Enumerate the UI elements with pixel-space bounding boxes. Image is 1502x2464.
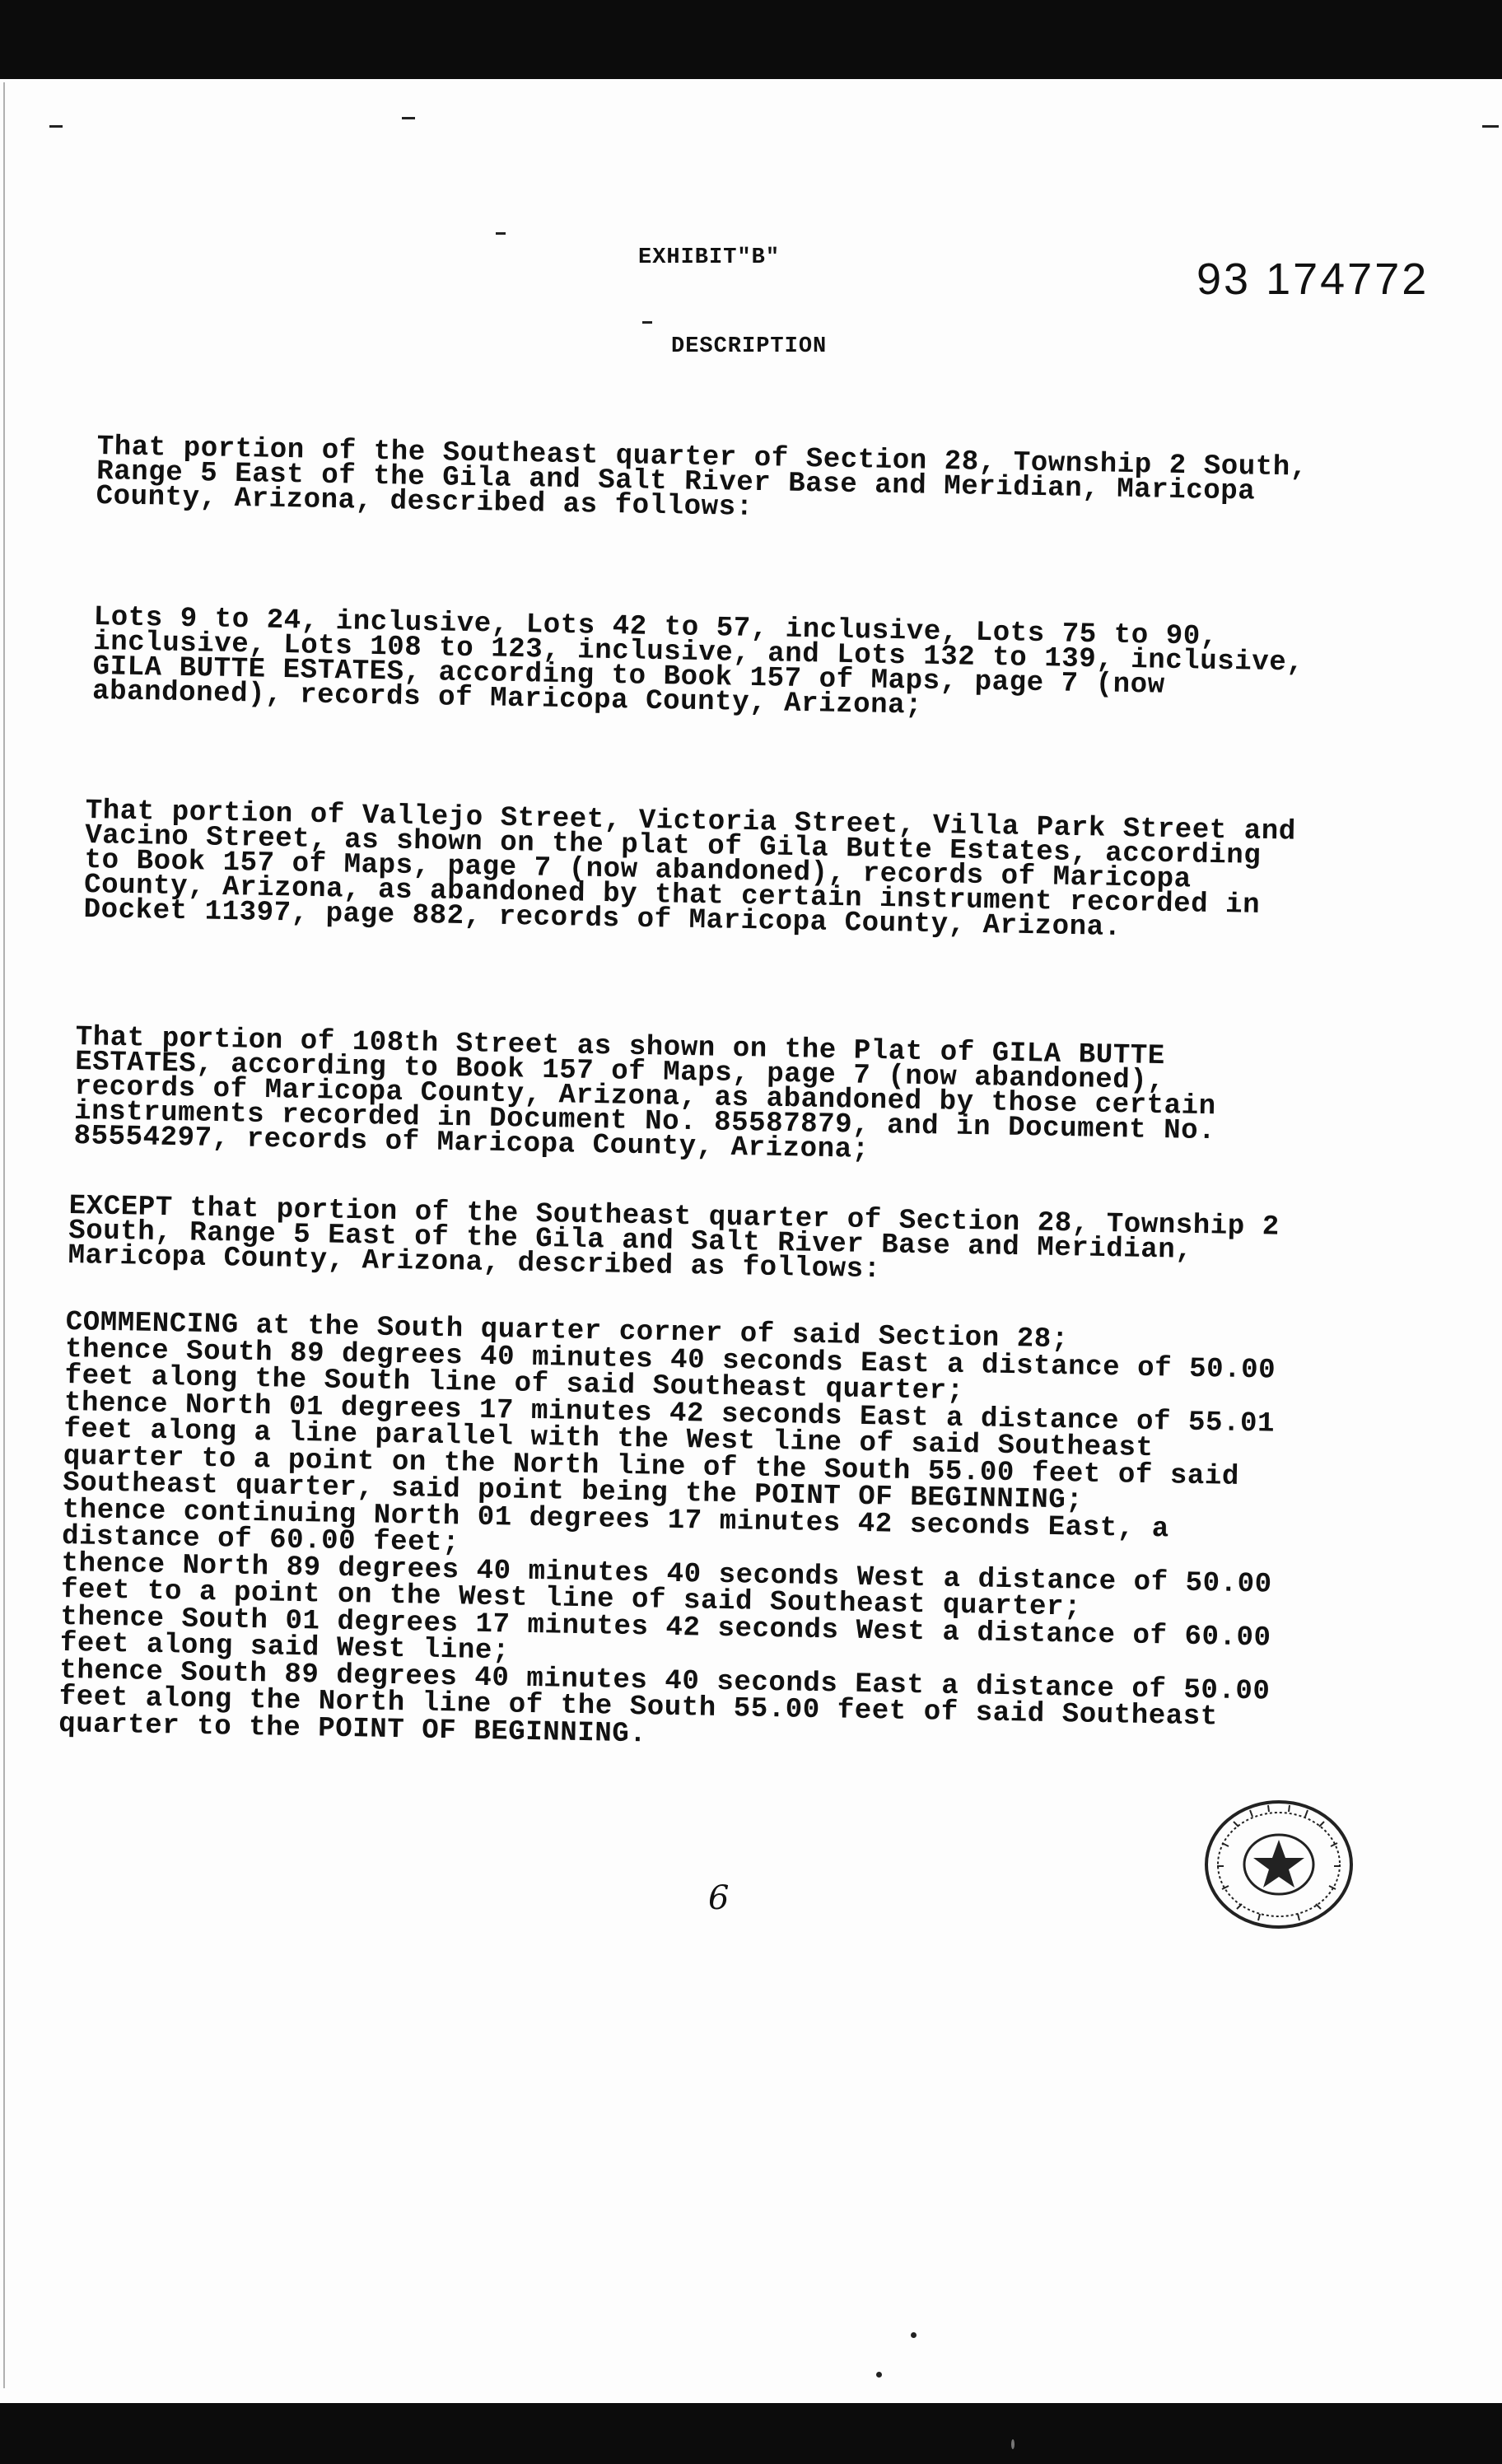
- scan-speck: [1011, 2439, 1015, 2449]
- document-number: 93 174772: [1196, 254, 1430, 304]
- scan-border-bottom: [0, 2403, 1502, 2464]
- paragraph-metes-and-bounds: COMMENCING at the South quarter corner of said Section 28; thence South 89 degrees 40 minutes 40 seconds East a distance of 50.00 feet along the South line of said Southeast quarter; thence North 01 degrees 17 minutes 42 seconds East a distance of 55.01 feet along a line parallel with the West line of said Southeast quarter to a point on the North line of the South 55.00 feet of said Southeast quarter, said point being the POINT OF BEGINNING; thence continuing North 01 degrees 17 minutes 42 seconds East, a distance of 60.00 feet; thence North 89 degrees 40 minutes 40 seconds West a distance of 50.00 feet to a point on the West line of said Southeast quarter; thence South 01 degrees 17 minutes 42 seconds West a distance of 60.00 feet along said West line; thence South 89 degrees 40 minutes 40 seconds East a distance of 50.00 feet along the North line of the South 55.00 feet of said Southeast quarter to the POINT OF BEGINNING.: [58, 1307, 1276, 1750]
- paragraph-except: EXCEPT that portion of the Southeast quarter of Section 28, Township 2 South, Range 5 East of the Gila and Salt River Base and Meridian, Maricopa County, Arizona, described as follows:: [68, 1191, 1280, 1286]
- scan-mark: [49, 125, 63, 128]
- scan-mark: [496, 232, 506, 235]
- notary-seal-icon: [1201, 1797, 1357, 1932]
- page-number: 6: [708, 1879, 730, 1917]
- scan-margin-line: [3, 82, 5, 2388]
- paragraph-intro: That portion of the Southeast quarter of Section 28, Township 2 South, Range 5 East of the Gila and Salt River Base and Meridian, Maricopa County, Arizona, described as follows:: [96, 432, 1308, 524]
- exhibit-title: EXHIBIT"B": [638, 245, 781, 270]
- scan-border-top: [0, 0, 1502, 79]
- paragraph-lots: Lots 9 to 24, inclusive, Lots 42 to 57, inclusive, Lots 75 to 90, inclusive, Lots 108 to 123, inclusive, and Lots 132 to 139, inclusive, GILA BUTTE ESTATES, according to Book 157 of Maps, page 7 (now abandoned), records of Maricopa County, Arizona;: [91, 602, 1304, 722]
- scan-speck: [911, 2332, 917, 2338]
- scan-mark: [642, 321, 652, 324]
- description-heading: DESCRIPTION: [671, 334, 828, 359]
- scan-mark: [402, 117, 415, 119]
- scan-mark: [1482, 125, 1499, 128]
- paragraph-108th-street: That portion of 108th Street as shown on the Plat of GILA BUTTE ESTATES, according to Book 157 of Maps, page 7 (now abandoned), records of Maricopa County, Arizona, as abandoned by those certain instruments recorded in Document No. 85587879, and in Document No. 85554297, records of Maricopa County, Arizona;: [73, 1022, 1217, 1166]
- scan-speck: [876, 2372, 882, 2378]
- paragraph-streets: That portion of Vallejo Street, Victoria Street, Villa Park Street and Vacino Street, as shown on the plat of Gila Butte Estates, according to Book 157 of Maps, page 7 (now abandoned), records of Maricopa County, Arizona, as abandoned by that certain instrument recorded in Docket 11397, page 882, records of Maricopa County, Arizona.: [83, 796, 1297, 944]
